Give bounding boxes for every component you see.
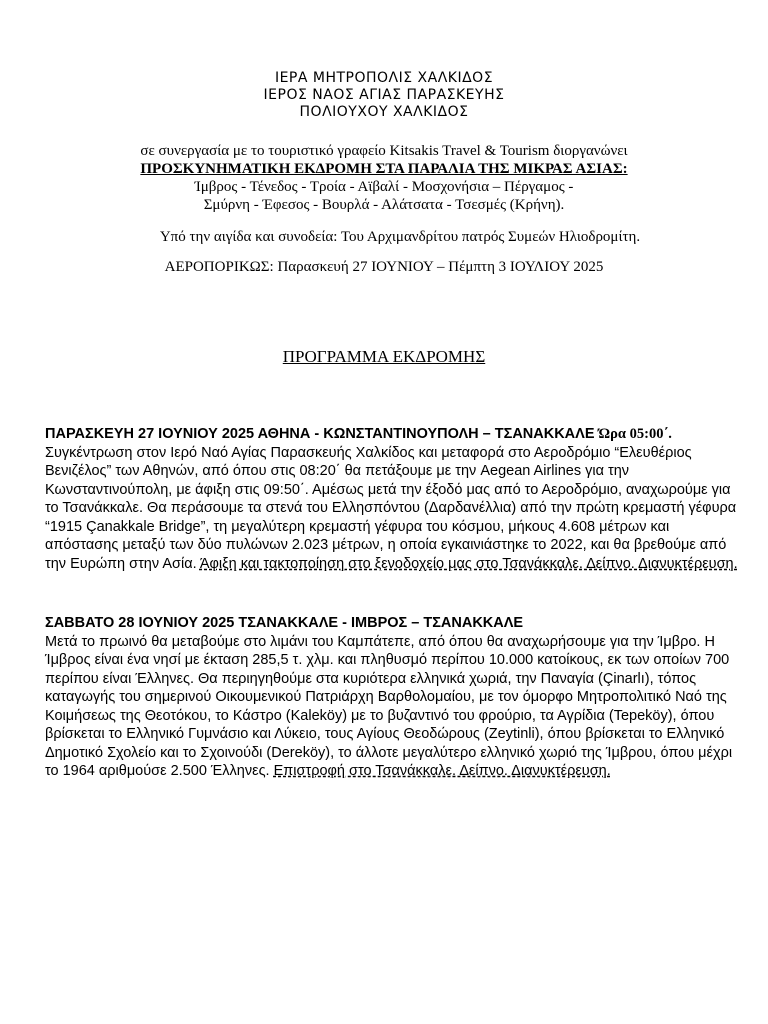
document-header — [0, 70, 768, 121]
day-section-1 — [45, 425, 745, 573]
flight-dates: ΑΕΡΟΠΟΡΙΚΩΣ: Παρασκευή 27 ΙΟΥΝΙΟΥ – Πέμπτη 3 ΙΟΥΛΙΟΥ 2025 — [164, 259, 604, 275]
day-start-time: Ώρα 05:00΄. — [598, 426, 672, 442]
destinations-line-1: Ίμβρος - Τένεδος - Τροία - Αϊβαλί - Μοσχονήσια – Πέργαμος - — [194, 179, 574, 195]
intro-block — [0, 142, 768, 214]
trip-title: ΠΡΟΣΚΥΝΗΜΑΤΙΚΗ ΕΚΔΡΟΜΗ ΣΤΑ ΠΑΡΑΛΙΑ ΤΗΣ ΜΙΚΡΑΣ ΑΣΙΑΣ: — [140, 161, 628, 177]
header-patron: ΠΟΛΙΟΥΧΟΥ ΧΑΛΚΙΔΟΣ — [299, 104, 469, 120]
header-metropolis: ΙΕΡΑ ΜΗΤΡΟΠΟΛΙΣ ΧΑΛΚΙΔΟΣ — [274, 70, 494, 86]
destinations-line-2: Σμύρνη - Έφεσος - Βουρλά - Αλάτσατα - Τσεσμές (Κρήνη). — [203, 197, 565, 213]
day-heading: ΣΑΒΒΑΤΟ 28 ΙΟΥΝΙΟΥ 2025 ΤΣΑΝΑΚΚΑΛΕ - ΙΜΒΡΟΣ – ΤΣΑΝΑΚΚΑΛΕ — [45, 615, 524, 631]
auspices-line: Υπό την αιγίδα και συνοδεία: Του Αρχιμανδρίτου πατρός Συμεών Ηλιοδρομίτη. — [159, 229, 641, 245]
day-heading — [45, 426, 672, 442]
day-description: Συγκέντρωση στον Ιερό Ναό Αγίας Παρασκευής Χαλκίδος και μεταφορά στο Αεροδρόμιο “Ελευθέριος Βενιζέλος” των Αθηνών, από όπου στις 08:20΄ θα πετάξουμε με την Aegean Airlines για την Κωνσταντινούπολη, με άφιξη στις 09:50΄. Αμέσως μετά την έξοδό μας από το Αεροδρόμιο, αναχωρούμε για το Τσανάκκαλε. Θα περάσουμε τα στενά του Ελλησπόντου (Δαρδανέλλια) από την πρώτη κρεμαστή γέφυρα “1915 Çanakkale Bridge”, τη μεγαλύτερη κρεμαστή γέφυρα του κόσμου, μήκους 4.608 μέτρων και απόστασης μεταξύ των δύο πυλώνων 2.023 μέτρων, η οποία εγκαινιάστηκε το 2022, και θα βρεθούμε από την Ευρώπη στην Ασία. — [45, 444, 737, 572]
header-church: ΙΕΡΟΣ ΝΑΟΣ ΑΓΙΑΣ ΠΑΡΑΣΚΕΥΗΣ — [263, 87, 505, 103]
day-closing-note: Επιστροφή στο Τσανάκκαλε. Δείπνο. Διανυκτέρευση. — [273, 763, 611, 779]
day-heading-text: ΠΑΡΑΣΚΕΥΗ 27 ΙΟΥΝΙΟΥ 2025 ΑΘΗΝΑ - ΚΩΝΣΤΑΝΤΙΝΟΥΠΟΛΗ – ΤΣΑΝΑΚΚΑΛΕ — [45, 426, 595, 442]
day-closing-note: Άφιξη και τακτοποίηση στο ξενοδοχείο μας στο Τσανάκκαλε. Δείπνο. Διανυκτέρευση. — [199, 555, 738, 572]
day-description: Μετά το πρωινό θα μεταβούμε στο λιμάνι του Καμπάτεπε, από όπου θα αναχωρήσουμε για την Ίμβρο. Η Ίμβρος είναι ένα νησί με έκταση 285,5 τ. χλμ. και πληθυσμό περίπου 10.000 κατοίκους, εκ των οποίων 700 περίπου είναι Έλληνες. Θα περιηγηθούμε στα κυριότερα ελληνικά χωριά, την Παναγία (Çinarlı), τόπος καταγωγής του σημερινού Οικουμενικού Πατριάρχη Βαρθολομαίου, με τον όμορφο Μητροπολιτικό Ναό της Κοιμήσεως της Θεοτόκου, το Κάστρο (Kaleköy) με το βυζαντινό του φρούριο, τα Αγρίδια (Tepeköy), όπου βρίσκεται το Ελληνικό Γυμνάσιο και Λύκειο, τους Αγίους Θεοδώρους (Zeytinli), όπου βρίσκεται το Ελληνικό Δημοτικό Σχολείο και το Σχοινούδι (Dereköy), το άλλοτε μεγαλύτερο ελληνικό χωριό της Ίμβρου, όπου μέχρι το 1964 αριθμούσε 2.500 Έλληνες. — [45, 633, 733, 779]
organizer-line: σε συνεργασία με το τουριστικό γραφείο Kitsakis Travel & Tourism διοργανώνει — [140, 143, 628, 159]
program-title: ΠΡΟΓΡΑΜΜΑ ΕΚΔΡΟΜΗΣ — [282, 347, 486, 366]
day-section-2 — [45, 614, 745, 781]
